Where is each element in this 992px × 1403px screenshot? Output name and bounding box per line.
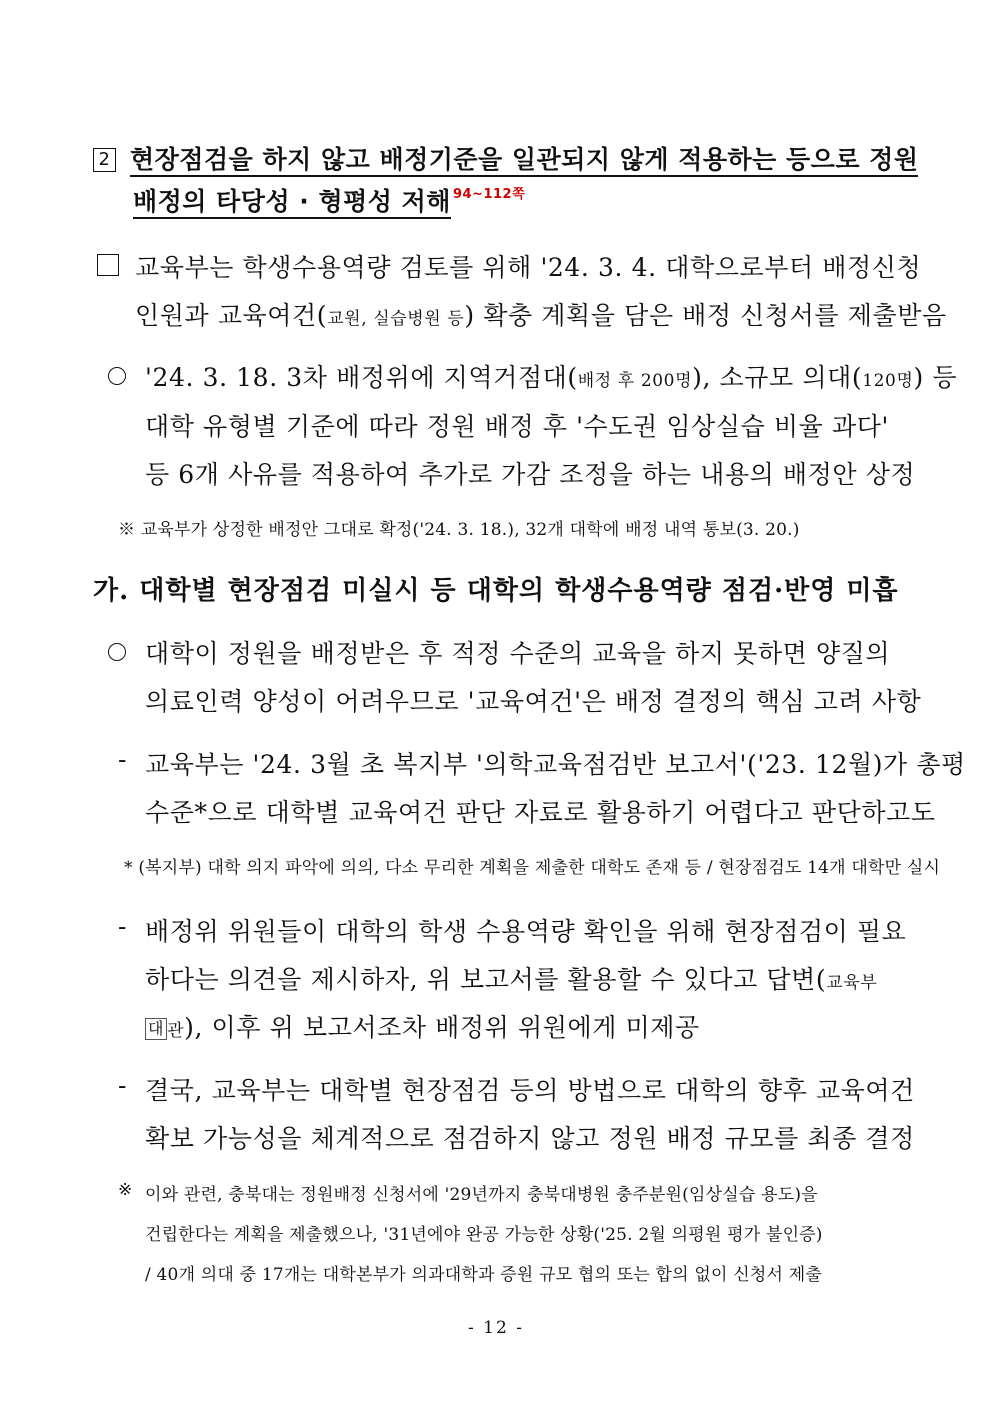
- para3-line1: 대학이 정원을 배정받은 후 적정 수준의 교육을 하지 못하면 양질의: [145, 639, 891, 668]
- section-heading-line1: [93, 140, 919, 176]
- reference-mark-icon: ※: [118, 520, 136, 540]
- para2-line1-small2: 120명: [862, 371, 914, 391]
- dash3-line2: 확보 가능성을 체계적으로 점검하지 않고 정원 배정 규모를 최종 결정: [145, 1124, 915, 1153]
- para2-line2: 대학 유형별 기준에 따라 정원 배정 후 '수도권 임상실습 비율 과다': [145, 412, 889, 441]
- circle-bullet-icon: [108, 643, 126, 665]
- dash1-line2: 수준*으로 대학별 교육여건 판단 자료로 활용하기 어렵다고 판단하고도: [145, 798, 936, 827]
- dash2-line2-small: 교육부: [826, 973, 878, 993]
- dash2-line3: [145, 1008, 700, 1044]
- dash-bullet: -: [118, 745, 128, 774]
- para1-line2-text-a: 인원과 교육여건(: [135, 301, 328, 330]
- footnote1: [124, 853, 940, 878]
- page-reference: 94~112쪽: [452, 187, 526, 202]
- para1-line2: [135, 296, 947, 332]
- para1-line2-text-b: ) 확충 계획을 담은 배정 신청서를 제출받음: [464, 301, 947, 330]
- para2-line1-a: '24. 3. 18. 3차 배정위에 지역거점대(: [145, 363, 578, 392]
- para2-line1-b: ), 소규모 의대(: [692, 363, 863, 392]
- footnote1-text: (복지부) 대학 의지 파악에 의의, 다소 무리한 계획을 제출한 대학도 존재 등 / 현장점검도 14개 대학만 실시: [138, 858, 941, 878]
- para2-line1-c: ) 등: [913, 363, 958, 392]
- para2-line3: 등 6개 사유를 적용하여 추가로 가감 조정을 하는 내용의 배정안 상정: [145, 460, 916, 489]
- reference-mark-icon: ※: [118, 1180, 133, 1200]
- para3-line2: 의료인력 양성이 어려우므로 '교육여건'은 배정 결정의 핵심 고려 사항: [145, 687, 922, 716]
- dash3-line1: 결국, 교육부는 대학별 현장점검 등의 방법으로 대학의 향후 교육여건: [145, 1076, 915, 1105]
- page-number: - 12 -: [468, 1318, 524, 1338]
- dash2-line1: 배정위 위원들이 대학의 학생 수용역량 확인을 위해 현장점검이 필요: [145, 917, 907, 946]
- section-heading-line2: [133, 182, 525, 218]
- asterisk-icon: *: [124, 858, 133, 878]
- dash-bullet: -: [118, 912, 128, 941]
- square-bullet-icon: [97, 254, 119, 280]
- para2-line1-small1: 배정 후 200명: [577, 371, 693, 391]
- note2-line2: 건립한다는 계획을 제출했으나, '31년에야 완공 가능한 상황('25. 2월 의평원 평가 불인증): [145, 1225, 823, 1245]
- para1-line2-small: 교원, 실습병원 등: [327, 309, 465, 329]
- subsection-title: 가. 대학별 현장점검 미실시 등 대학의 학생수용역량 점검·반영 미흡: [93, 576, 899, 606]
- heading-text-line1: 현장점검을 하지 않고 배정기준을 일관되지 않게 적용하는 등으로 정원: [130, 145, 918, 177]
- para1-line1: 교육부는 학생수용역량 검토를 위해 '24. 3. 4. 대학으로부터 배정신청: [135, 253, 922, 282]
- dash2-line2: [145, 960, 877, 996]
- boxed-character: 대: [145, 1018, 167, 1040]
- note2-line3: / 40개 의대 중 17개는 대학본부가 의과대학과 증원 규모 협의 또는 합의 없이 신청서 제출: [145, 1265, 822, 1285]
- para2-line1: [145, 358, 957, 394]
- note2-line1: 이와 관련, 충북대는 정원배정 신청서에 '29년까지 충북대병원 충주분원(임상실습 용도)을: [145, 1185, 818, 1205]
- section-number-box: 2: [93, 148, 116, 172]
- dash2-line2-a: 하다는 의견을 제시하자, 위 보고서를 활용할 수 있다고 답변(: [145, 965, 827, 994]
- heading-text-line2: 배정의 타당성 · 형평성 저해: [133, 187, 451, 219]
- note1-text: 교육부가 상정한 배정안 그대로 확정('24. 3. 18.), 32개 대학에 배정 내역 통보(3. 20.): [140, 520, 800, 540]
- dash2-line3-small: 관: [167, 1021, 185, 1041]
- dash1-line1: 교육부는 '24. 3월 초 복지부 '의학교육점검반 보고서'('23. 12월)가 총평: [145, 750, 966, 779]
- note1: [118, 515, 800, 540]
- circle-bullet-icon: [108, 367, 126, 389]
- dash2-line3-b: ), 이후 위 보고서조차 배정위 위원에게 미제공: [184, 1013, 700, 1042]
- dash-bullet: -: [118, 1071, 128, 1100]
